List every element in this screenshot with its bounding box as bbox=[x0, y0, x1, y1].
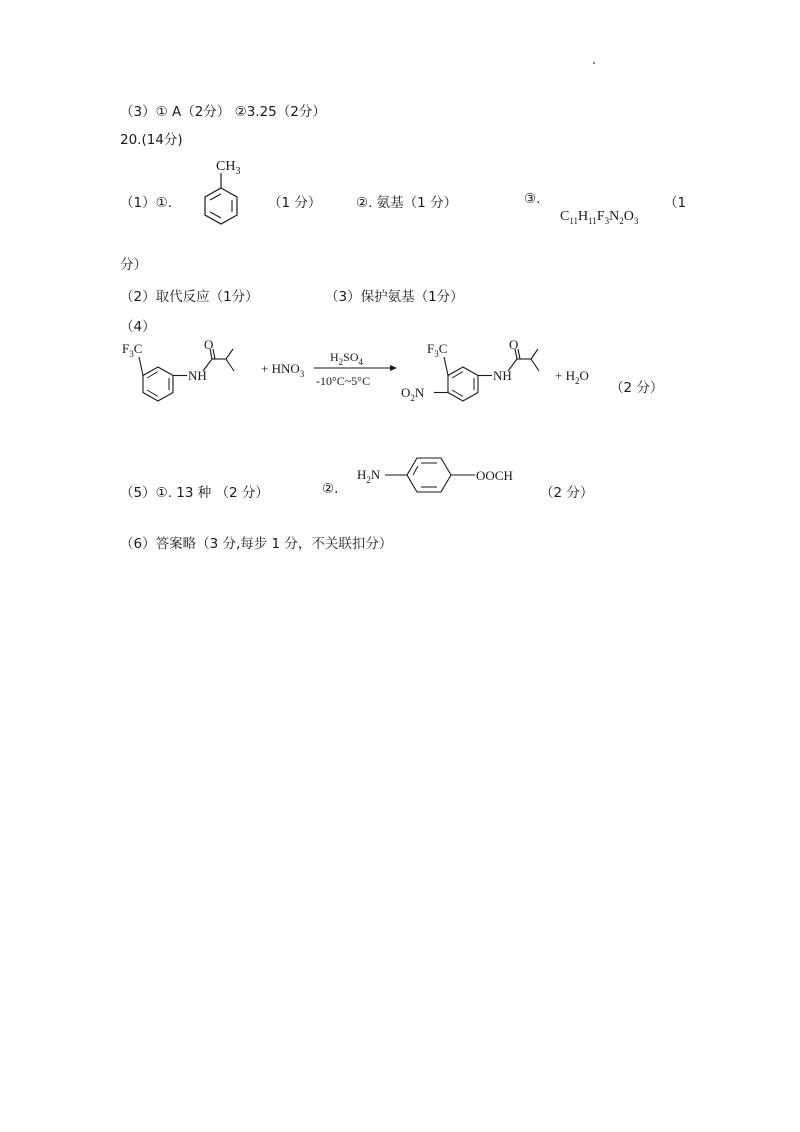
reactant-nh: NH bbox=[188, 368, 207, 383]
product-nh: NH bbox=[493, 368, 512, 383]
plus-water: + $H_2O$ bbox=[555, 368, 589, 386]
reactant-o: O bbox=[204, 337, 214, 352]
scan-speck bbox=[593, 62, 595, 64]
q19-part3-answer: （3）① A（2分） ②3.25（2分） bbox=[120, 104, 326, 120]
q20-p4-score: （2 分） bbox=[610, 380, 664, 396]
formate-group: OOCH bbox=[476, 468, 513, 483]
molecular-formula bbox=[558, 200, 668, 230]
plus-hno3: + $HNO_3$ bbox=[261, 361, 305, 379]
q20-p1-score1: （1 分） bbox=[268, 195, 322, 211]
q20-p5-score: （2 分） bbox=[540, 485, 594, 501]
q20-p4-label: （4） bbox=[120, 319, 156, 335]
toluene-structure bbox=[190, 150, 260, 240]
nitration-reaction bbox=[118, 335, 678, 420]
aminophenyl-formate-structure bbox=[355, 455, 535, 505]
q20-p1-score3-open: （1 bbox=[664, 195, 687, 211]
q20-p2-answer: （2）取代反应（1分） bbox=[120, 289, 259, 305]
conditions-temp: -10°C~5°C bbox=[316, 374, 371, 388]
catalyst-h2so4: $H_2SO_4$ bbox=[330, 350, 364, 367]
q20-p3-answer: （3）保护氨基（1分） bbox=[325, 289, 464, 305]
product-f3c: $F_3C$ bbox=[427, 341, 448, 359]
reactant-f3c: $F_3C$ bbox=[122, 341, 143, 359]
q20-p1-item3: ③. bbox=[524, 191, 541, 207]
q20-p5-prefix: （5）①. 13 种 （2 分） bbox=[120, 485, 269, 501]
q20-p1-item2: ②. 氨基（1 分） bbox=[356, 195, 458, 211]
q20-p1-prefix: （1）①. bbox=[120, 195, 172, 211]
q20-p1-score3-close: 分） bbox=[120, 257, 147, 273]
product-o2n: $O_2N$ bbox=[401, 385, 425, 403]
q20-p6-answer: （6）答案略（3 分,每步 1 分，不关联扣分） bbox=[120, 536, 393, 552]
product-o: O bbox=[509, 337, 519, 352]
q20-header: 20.(14分) bbox=[120, 132, 183, 148]
amine-group: $H_2N$ bbox=[357, 467, 381, 485]
svg-text:C11H11F3N2O3: $C_{11}H_{11}F_3N_2O_3$ bbox=[560, 209, 639, 226]
svg-text:CH3: $CH_3$ bbox=[216, 159, 241, 177]
q20-p5-item2: ②. bbox=[322, 481, 339, 497]
